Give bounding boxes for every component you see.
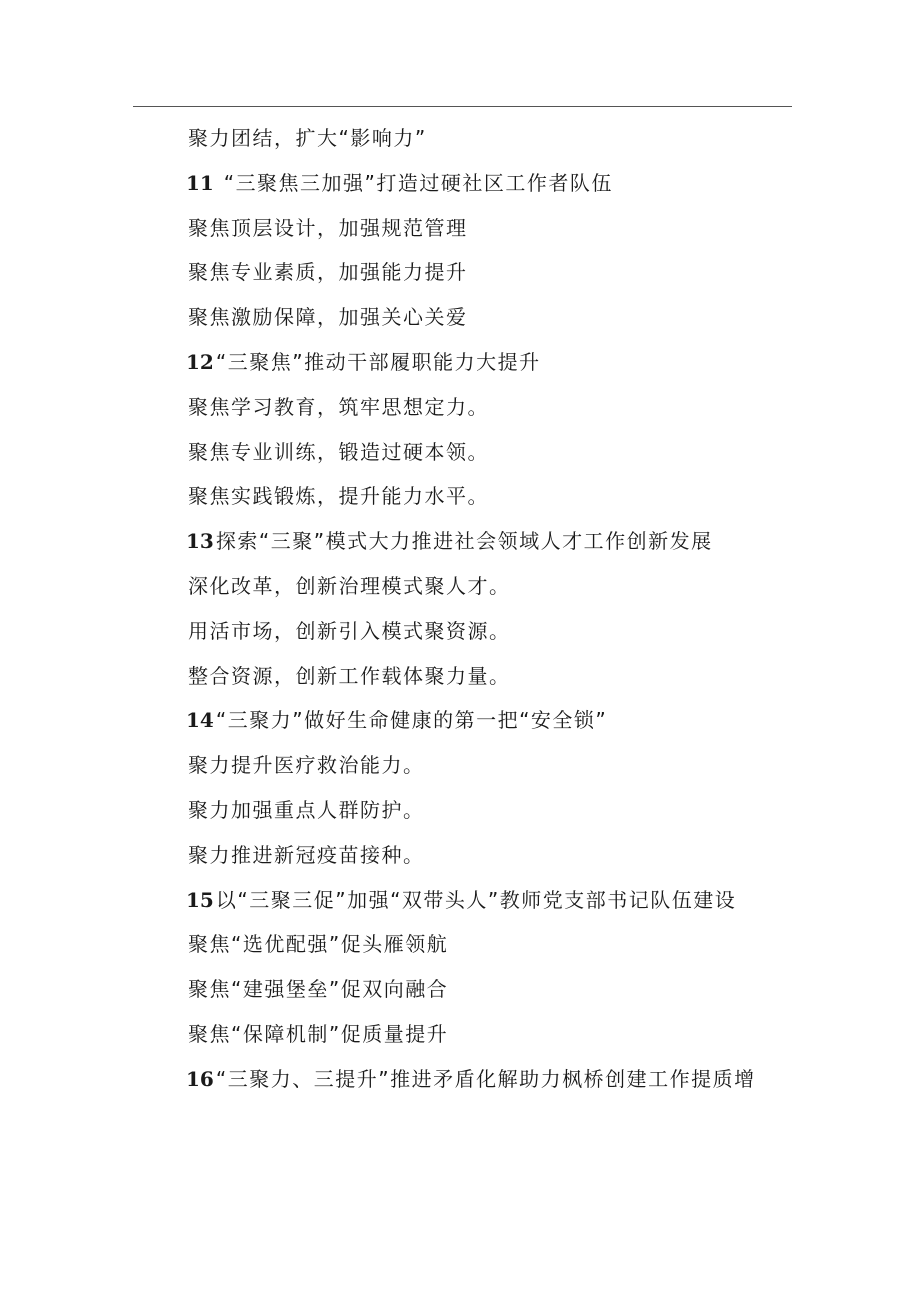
text-line [186, 833, 826, 878]
line-text: 以“三聚三促”加强“双带头人”教师党支部书记队伍建设 [215, 887, 737, 912]
section-heading [186, 340, 826, 385]
item-number: 12 [186, 349, 214, 374]
section-heading [186, 519, 826, 564]
line-text: 聚焦“保障机制”促质量提升 [188, 1021, 449, 1046]
text-line [186, 1012, 826, 1057]
line-text: 深化改革，创新治理模式聚人才。 [188, 573, 511, 598]
line-text: “三聚力”做好生命健康的第一把“安全锁” [215, 708, 608, 733]
line-text: 聚焦激励保障，加强关心关爱 [188, 305, 468, 330]
line-text: “三聚焦”推动干部履职能力大提升 [215, 349, 541, 374]
text-line [186, 430, 826, 475]
document-body [186, 116, 826, 1102]
line-text: 整合资源，创新工作载体聚力量。 [188, 663, 511, 688]
text-line [186, 967, 826, 1012]
section-heading [186, 878, 826, 923]
line-text: 聚力团结，扩大“影响力” [188, 126, 427, 150]
line-text: 聚焦顶层设计，加强规范管理 [188, 215, 468, 240]
header-rule [133, 106, 792, 107]
line-text: 聚力推进新冠疫苗接种。 [188, 842, 425, 867]
text-line [186, 295, 826, 340]
line-text: 聚焦专业素质，加强能力提升 [188, 260, 468, 285]
line-text: 探索“三聚”模式大力推进社会领域人才工作创新发展 [215, 529, 713, 554]
line-text: 聚焦实践锻炼，提升能力水平。 [188, 484, 489, 509]
text-line [186, 743, 826, 788]
text-line [186, 206, 826, 251]
line-text: 聚焦“建强堡垒”促双向融合 [188, 977, 449, 1002]
section-heading [186, 698, 826, 743]
line-text: “三聚力、三提升”推进矛盾化解助力枫桥创建工作提质增 [215, 1066, 756, 1091]
line-text: “三聚焦三加强”打造过硬社区工作者队伍 [215, 170, 613, 195]
line-text: 聚焦学习教育，筑牢思想定力。 [188, 394, 489, 419]
text-line [186, 564, 826, 609]
text-line [186, 116, 826, 161]
item-number: 14 [186, 708, 214, 733]
text-line [186, 922, 826, 967]
item-number: 15 [186, 887, 214, 912]
line-text: 聚力加强重点人群防护。 [188, 797, 425, 822]
section-heading [186, 161, 826, 206]
line-text: 用活市场，创新引入模式聚资源。 [188, 618, 511, 643]
line-text: 聚力提升医疗救治能力。 [188, 753, 425, 778]
line-text: 聚焦专业训练，锻造过硬本领。 [188, 439, 489, 464]
text-line [186, 474, 826, 519]
item-number: 11 [186, 170, 214, 195]
text-line [186, 788, 826, 833]
section-heading [186, 1057, 826, 1102]
text-line [186, 385, 826, 430]
text-line [186, 654, 826, 699]
text-line [186, 609, 826, 654]
item-number: 13 [186, 529, 214, 554]
line-text: 聚焦“选优配强”促头雁领航 [188, 932, 449, 957]
text-line [186, 250, 826, 295]
item-number: 16 [186, 1066, 214, 1091]
